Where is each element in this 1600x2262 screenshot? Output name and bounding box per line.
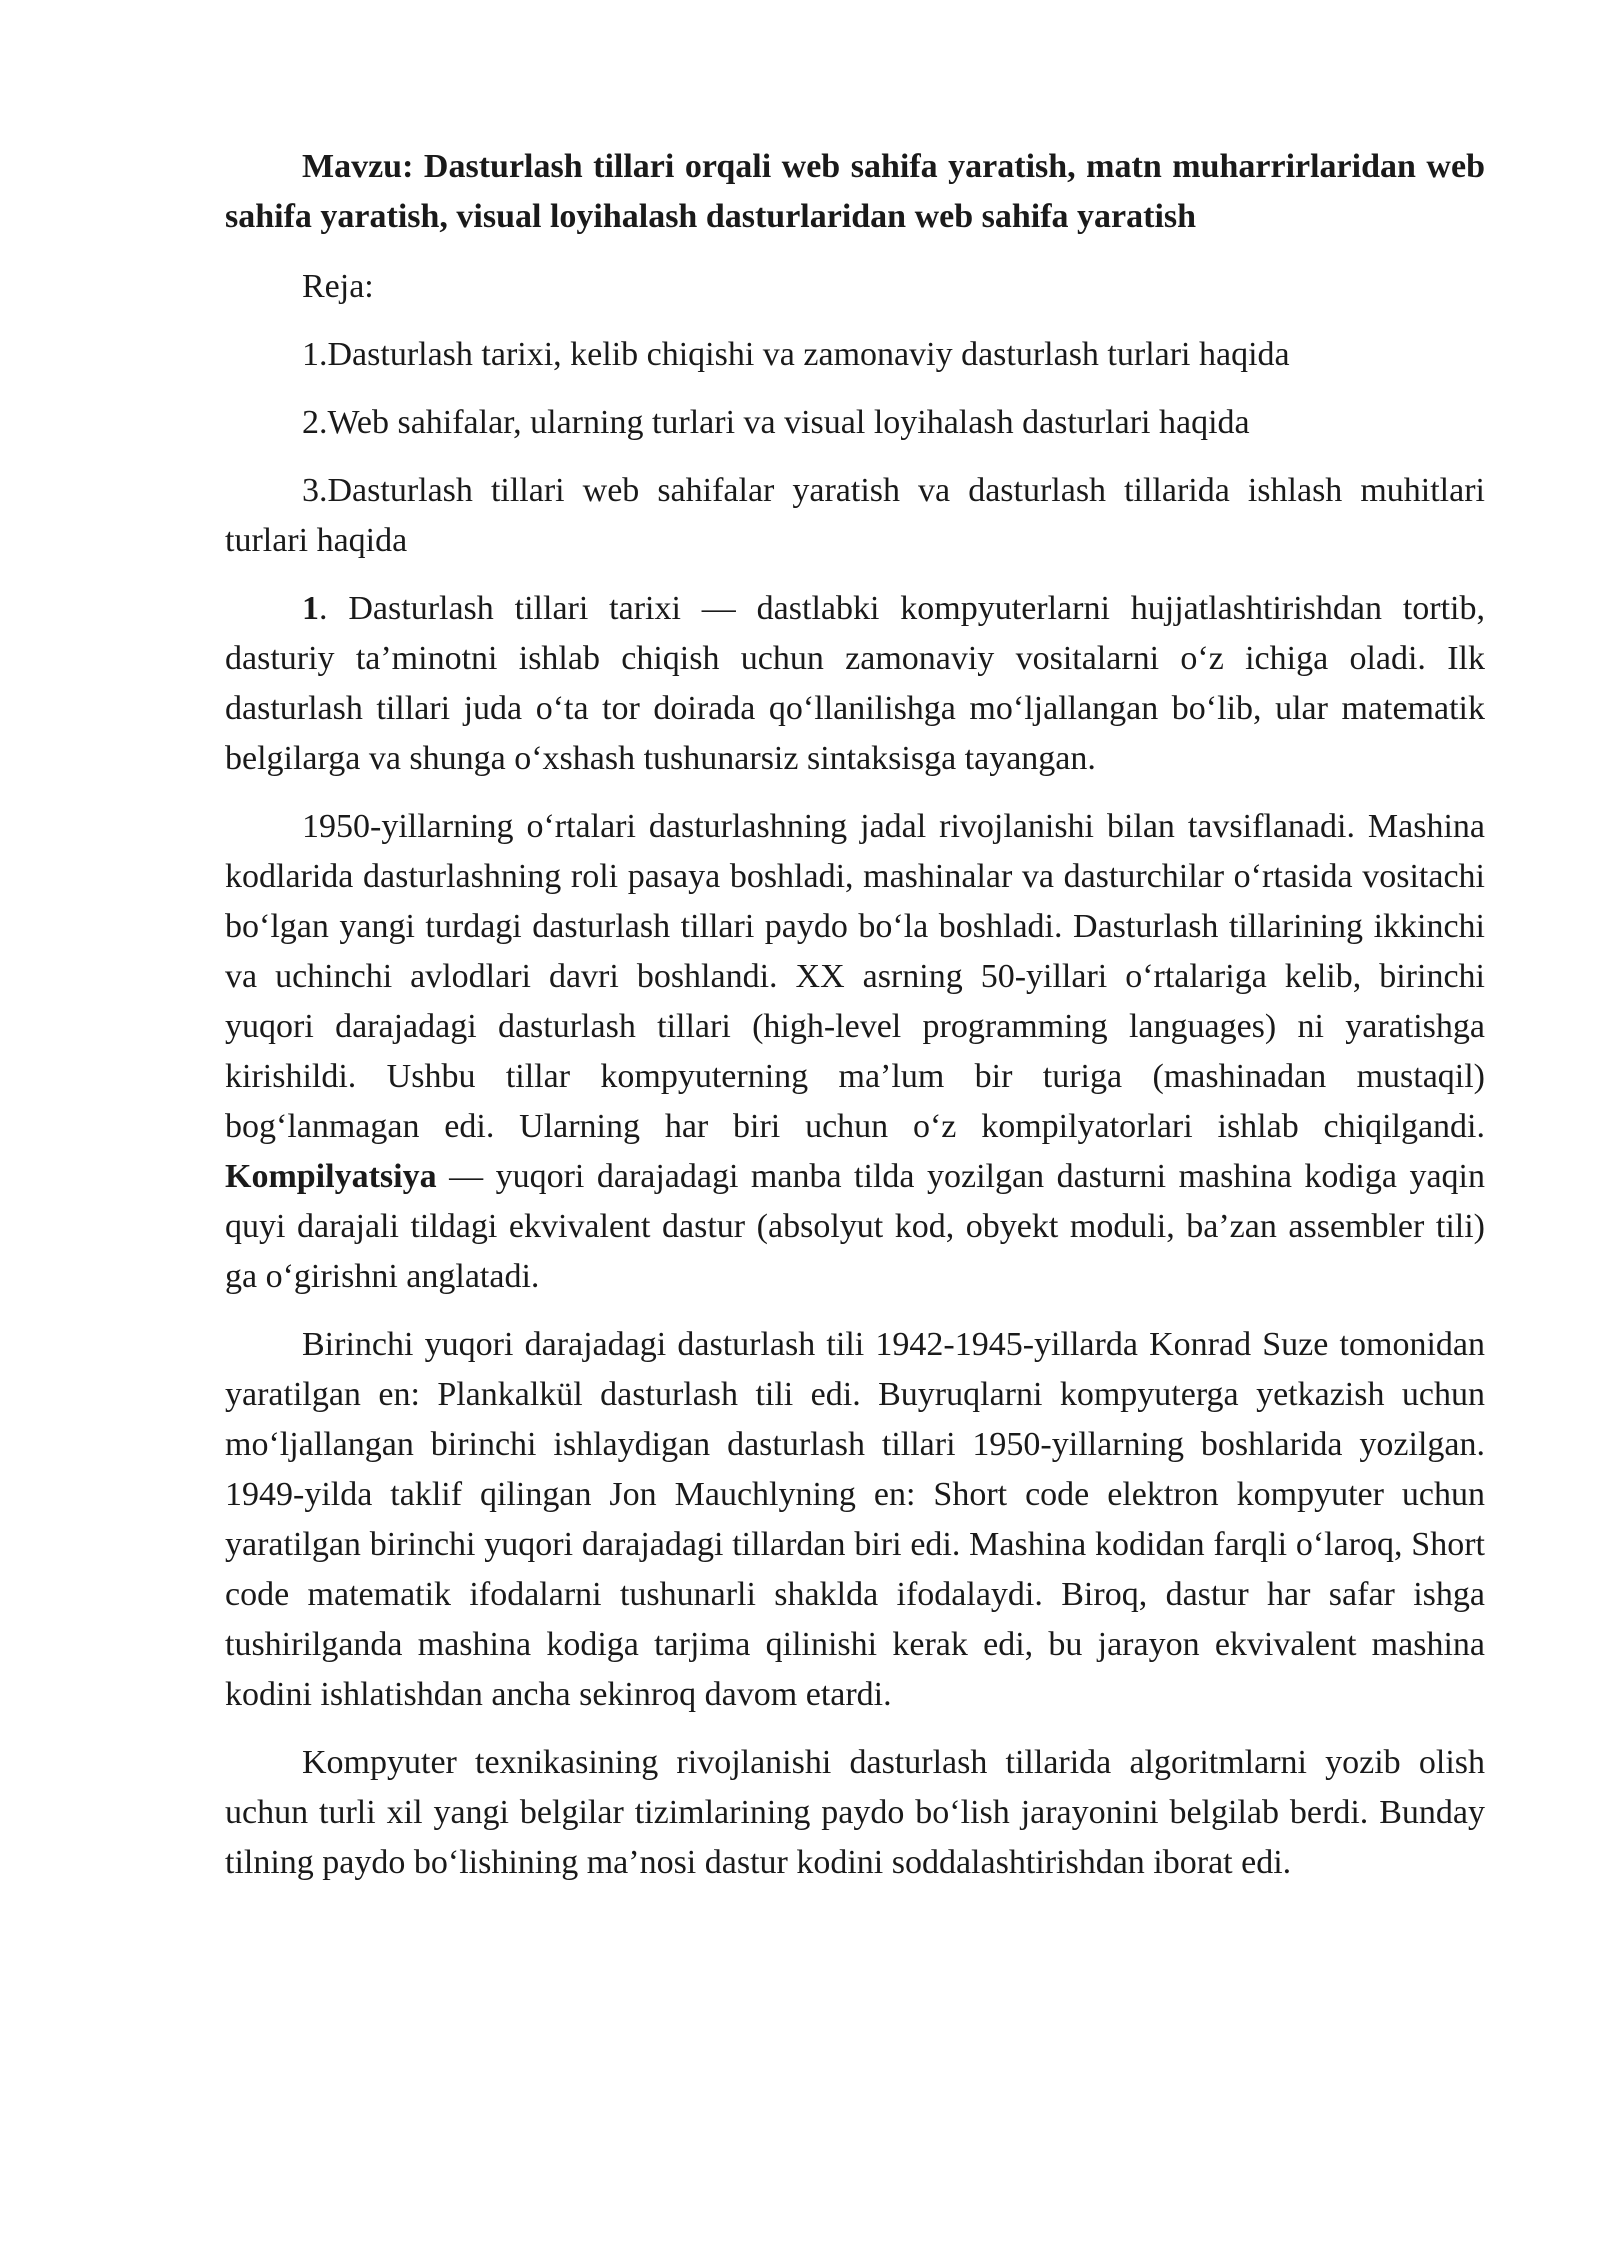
section-1-text: . Dasturlash tillari tarixi — dastlabki kompyuterlarni hujjatlashtirishdan tortib, dasturiy ta’minotni ishlab chiqish uchun zamonaviy vositalarni o‘z ichiga oladi. Ilk dasturlash tillari juda o‘ta tor doirada qo‘llanilishga mo‘ljallangan bo‘lib, ular matematik belgilarga va shunga o‘xshash tushunarsiz sintaksisga tayangan. (225, 590, 1485, 777)
document-title: Mavzu: Dasturlash tillari orqali web sahifa yaratish, matn muharrirlaridan web sahifa yaratish, visual loyihalash dasturlaridan web sahifa yaratish (225, 148, 1485, 235)
section-1-paragraph (225, 584, 1485, 784)
plan-item-1: 1.Dasturlash tarixi, kelib chiqishi va zamonaviy dasturlash turlari haqida (302, 336, 1290, 373)
plan-item-3: 3.Dasturlash tillari web sahifalar yaratish va dasturlash tillarida ishlash muhitlari turlari haqida (225, 472, 1485, 559)
section-number: 1 (302, 590, 319, 627)
bold-term-kompilyatsiya: Kompilyatsiya (225, 1158, 437, 1195)
paragraph-2-text-after: — yuqori darajadagi manba tilda yozilgan dasturni mashina kodiga yaqin quyi darajali tildagi ekvivalent dastur (absolyut kod, obyekt moduli, ba’zan assembler tili) ga o‘girishni anglatadi. (225, 1158, 1485, 1295)
paragraph-4: Kompyuter texnikasining rivojlanishi dasturlash tillarida algoritmlarni yozib olish uchun turli xil yangi belgilar tizimlarining paydo bo‘lish jarayonini belgilab berdi. Bunday tilning paydo bo‘lishining ma’nosi dastur kodini soddalashtirishdan iborat edi. (225, 1744, 1485, 1881)
paragraph-2-text-before: 1950-yillarning o‘rtalari dasturlashning jadal rivojlanishi bilan tavsiflanadi. Mashina kodlarida dasturlashning roli pasaya boshladi, mashinalar va dasturchilar o‘rtasida vositachi bo‘lgan yangi turdagi dasturlash tillari paydo bo‘la boshladi. Dasturlash tillarining ikkinchi va uchinchi avlodlari davri boshlandi. XX asrning 50-yillari o‘rtalariga kelib, birinchi yuqori darajadagi dasturlash tillari (high-level programming languages) ni yaratishga kirishildi. Ushbu tillar kompyuterning ma’lum bir turiga (mashinadan mustaqil) bog‘lanmagan edi. Ularning har biri uchun o‘z kompilyatorlari ishlab chiqilgandi. (225, 808, 1485, 1145)
plan-list (225, 330, 1485, 566)
plan-item-2: 2.Web sahifalar, ularning turlari va visual loyihalash dasturlari haqida (302, 404, 1250, 441)
paragraph-2 (225, 802, 1485, 1302)
paragraph-3: Birinchi yuqori darajadagi dasturlash tili 1942-1945-yillarda Konrad Suze tomonidan yaratilgan en: Plankalkül dasturlash tili edi. Buyruqlarni kompyuterga yetkazish uchun mo‘ljallangan birinchi ishlaydigan dasturlash tillari 1950-yillarning boshlarida yozilgan. 1949-yilda taklif qilingan Jon Mauchlyning en: Short code elektron kompyuter uchun yaratilgan birinchi yuqori darajadagi tillardan biri edi. Mashina kodidan farqli o‘laroq, Short code matematik ifodalarni tushunarli shaklda ifodalaydi. Biroq, dastur har safar ishga tushirilganda mashina kodiga tarjima qilinishi kerak edi, bu jarayon ekvivalent mashina kodini ishlatishdan ancha sekinroq davom etardi. (225, 1326, 1485, 1713)
document-page (225, 142, 1485, 1906)
plan-heading: Reja: (302, 268, 374, 305)
